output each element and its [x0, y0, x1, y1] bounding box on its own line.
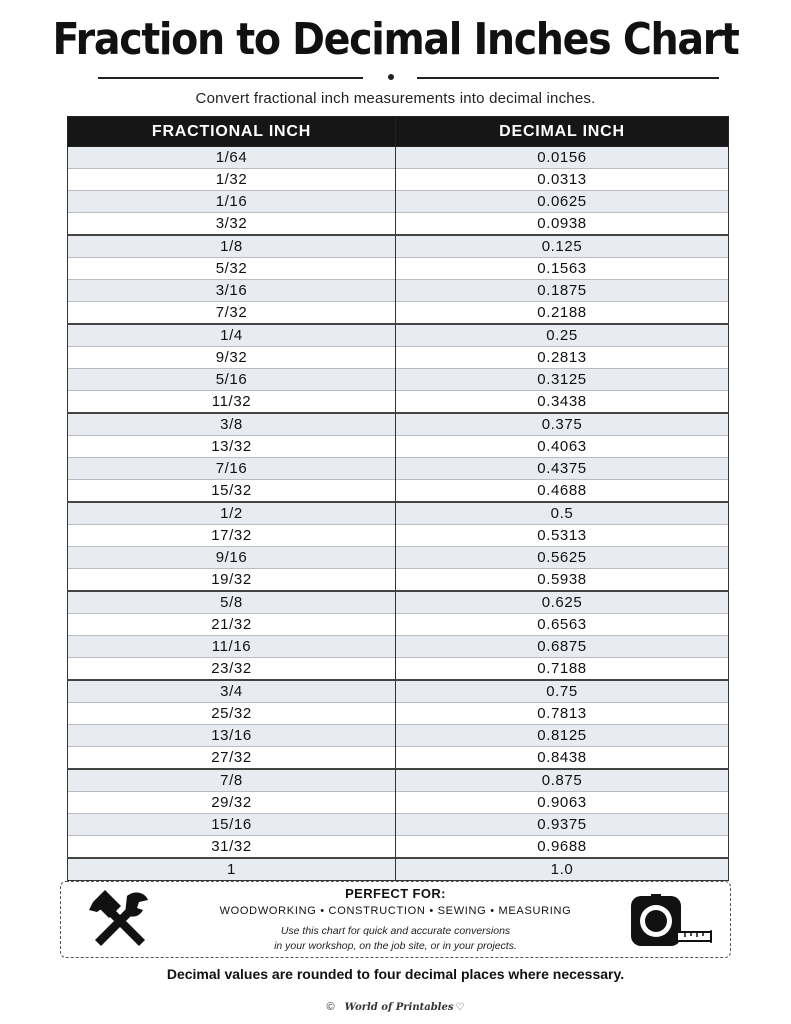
fraction-cell: 3/16: [68, 280, 396, 302]
table-row: [68, 147, 729, 169]
fraction-cell: 13/32: [68, 436, 396, 458]
tape-measure-icon: [629, 892, 715, 950]
table-row: [68, 569, 729, 592]
decimal-cell: 0.3125: [396, 369, 729, 391]
rounding-footnote: Decimal values are rounded to four decimal places where necessary.: [166, 966, 625, 982]
decimal-cell: 1.0: [396, 858, 729, 881]
table-row: [68, 280, 729, 302]
decimal-cell: 0.75: [396, 680, 729, 703]
table-row: [68, 436, 729, 458]
copyright-symbol: ©: [326, 1001, 335, 1013]
table-row: [68, 769, 729, 792]
table-body: [68, 147, 729, 881]
fraction-cell: 3/8: [68, 413, 396, 436]
fraction-cell: 17/32: [68, 525, 396, 547]
fraction-cell: 1/32: [68, 169, 396, 191]
table-row: [68, 703, 729, 725]
decimal-cell: 0.125: [396, 235, 729, 258]
fraction-cell: 3/4: [68, 680, 396, 703]
table-row: [68, 836, 729, 859]
table-row: [68, 747, 729, 770]
decimal-cell: 0.25: [396, 324, 729, 347]
title-divider-left: [98, 77, 363, 79]
table-row: [68, 792, 729, 814]
decimal-cell: 0.5625: [396, 547, 729, 569]
decimal-cell: 0.625: [396, 591, 729, 614]
fraction-cell: 31/32: [68, 836, 396, 859]
column-header-fraction: FRACTIONAL INCH: [68, 117, 396, 147]
table-row: [68, 502, 729, 525]
decimal-cell: 0.2813: [396, 347, 729, 369]
usage-note-line2: in your workshop, on the job site, or in your projects.: [274, 940, 517, 952]
title-divider-dot: [388, 74, 394, 80]
perfect-for-heading: PERFECT FOR:: [345, 886, 446, 901]
fraction-cell: 1/8: [68, 235, 396, 258]
fraction-cell: 13/16: [68, 725, 396, 747]
fraction-cell: 27/32: [68, 747, 396, 770]
fraction-cell: 5/32: [68, 258, 396, 280]
page-subtitle: Convert fractional inch measurements into decimal inches.: [195, 90, 596, 107]
table-row: [68, 191, 729, 213]
fraction-cell: 21/32: [68, 614, 396, 636]
table-row: [68, 614, 729, 636]
table-row: [68, 591, 729, 614]
table-row: [68, 347, 729, 369]
decimal-cell: 0.0313: [396, 169, 729, 191]
fraction-cell: 7/16: [68, 458, 396, 480]
decimal-cell: 0.6563: [396, 614, 729, 636]
fraction-cell: 9/16: [68, 547, 396, 569]
table-header-row: [68, 117, 729, 147]
fraction-cell: 1/64: [68, 147, 396, 169]
table-row: [68, 458, 729, 480]
table-row: [68, 725, 729, 747]
table-row: [68, 636, 729, 658]
fraction-cell: 15/16: [68, 814, 396, 836]
decimal-cell: 0.8125: [396, 725, 729, 747]
fraction-cell: 1/16: [68, 191, 396, 213]
fraction-cell: 1/2: [68, 502, 396, 525]
column-header-decimal: DECIMAL INCH: [396, 117, 729, 147]
fraction-cell: 29/32: [68, 792, 396, 814]
fraction-cell: 7/8: [68, 769, 396, 792]
title-divider-right: [417, 77, 719, 79]
decimal-cell: 0.2188: [396, 302, 729, 325]
fraction-cell: 1/4: [68, 324, 396, 347]
uses-list: WOODWORKING • CONSTRUCTION • SEWING • MEASURING: [219, 905, 572, 917]
decimal-cell: 0.9688: [396, 836, 729, 859]
table-row: [68, 391, 729, 414]
decimal-cell: 0.5938: [396, 569, 729, 592]
table-row: [68, 680, 729, 703]
decimal-cell: 0.375: [396, 413, 729, 436]
table-row: [68, 413, 729, 436]
page-title: Fraction to Decimal Inches Chart: [52, 14, 739, 65]
fraction-cell: 1: [68, 858, 396, 881]
decimal-cell: 0.9063: [396, 792, 729, 814]
decimal-cell: 0.1563: [396, 258, 729, 280]
table-row: [68, 169, 729, 191]
usage-note-line1: Use this chart for quick and accurate conversions: [280, 925, 511, 937]
fraction-cell: 19/32: [68, 569, 396, 592]
decimal-cell: 0.7813: [396, 703, 729, 725]
decimal-cell: 0.4063: [396, 436, 729, 458]
fraction-cell: 11/32: [68, 391, 396, 414]
table-row: [68, 302, 729, 325]
decimal-cell: 0.0156: [396, 147, 729, 169]
decimal-cell: 0.5: [396, 502, 729, 525]
fraction-cell: 3/32: [68, 213, 396, 236]
fraction-cell: 15/32: [68, 480, 396, 503]
fraction-cell: 5/8: [68, 591, 396, 614]
fraction-cell: 23/32: [68, 658, 396, 681]
decimal-cell: 0.5313: [396, 525, 729, 547]
fraction-cell: 5/16: [68, 369, 396, 391]
table-row: [68, 235, 729, 258]
fraction-cell: 7/32: [68, 302, 396, 325]
decimal-cell: 0.0625: [396, 191, 729, 213]
usage-info-box: [60, 881, 731, 958]
heart-icon: ♡: [455, 1002, 465, 1013]
decimal-cell: 0.3438: [396, 391, 729, 414]
decimal-cell: 0.4375: [396, 458, 729, 480]
fraction-cell: 9/32: [68, 347, 396, 369]
decimal-cell: 0.9375: [396, 814, 729, 836]
decimal-cell: 0.7188: [396, 658, 729, 681]
table-row: [68, 658, 729, 681]
decimal-cell: 0.6875: [396, 636, 729, 658]
table-row: [68, 814, 729, 836]
decimal-cell: 0.1875: [396, 280, 729, 302]
decimal-cell: 0.0938: [396, 213, 729, 236]
table-row: [68, 324, 729, 347]
table-row: [68, 369, 729, 391]
fraction-cell: 25/32: [68, 703, 396, 725]
brand-footer: [0, 1001, 791, 1013]
table-row: [68, 858, 729, 881]
table-row: [68, 258, 729, 280]
brand-name: World of Printables: [344, 1002, 454, 1013]
table-row: [68, 547, 729, 569]
fraction-cell: 11/16: [68, 636, 396, 658]
conversion-table: [67, 116, 729, 881]
table-row: [68, 213, 729, 236]
table-row: [68, 480, 729, 503]
decimal-cell: 0.4688: [396, 480, 729, 503]
decimal-cell: 0.875: [396, 769, 729, 792]
table-row: [68, 525, 729, 547]
decimal-cell: 0.8438: [396, 747, 729, 770]
